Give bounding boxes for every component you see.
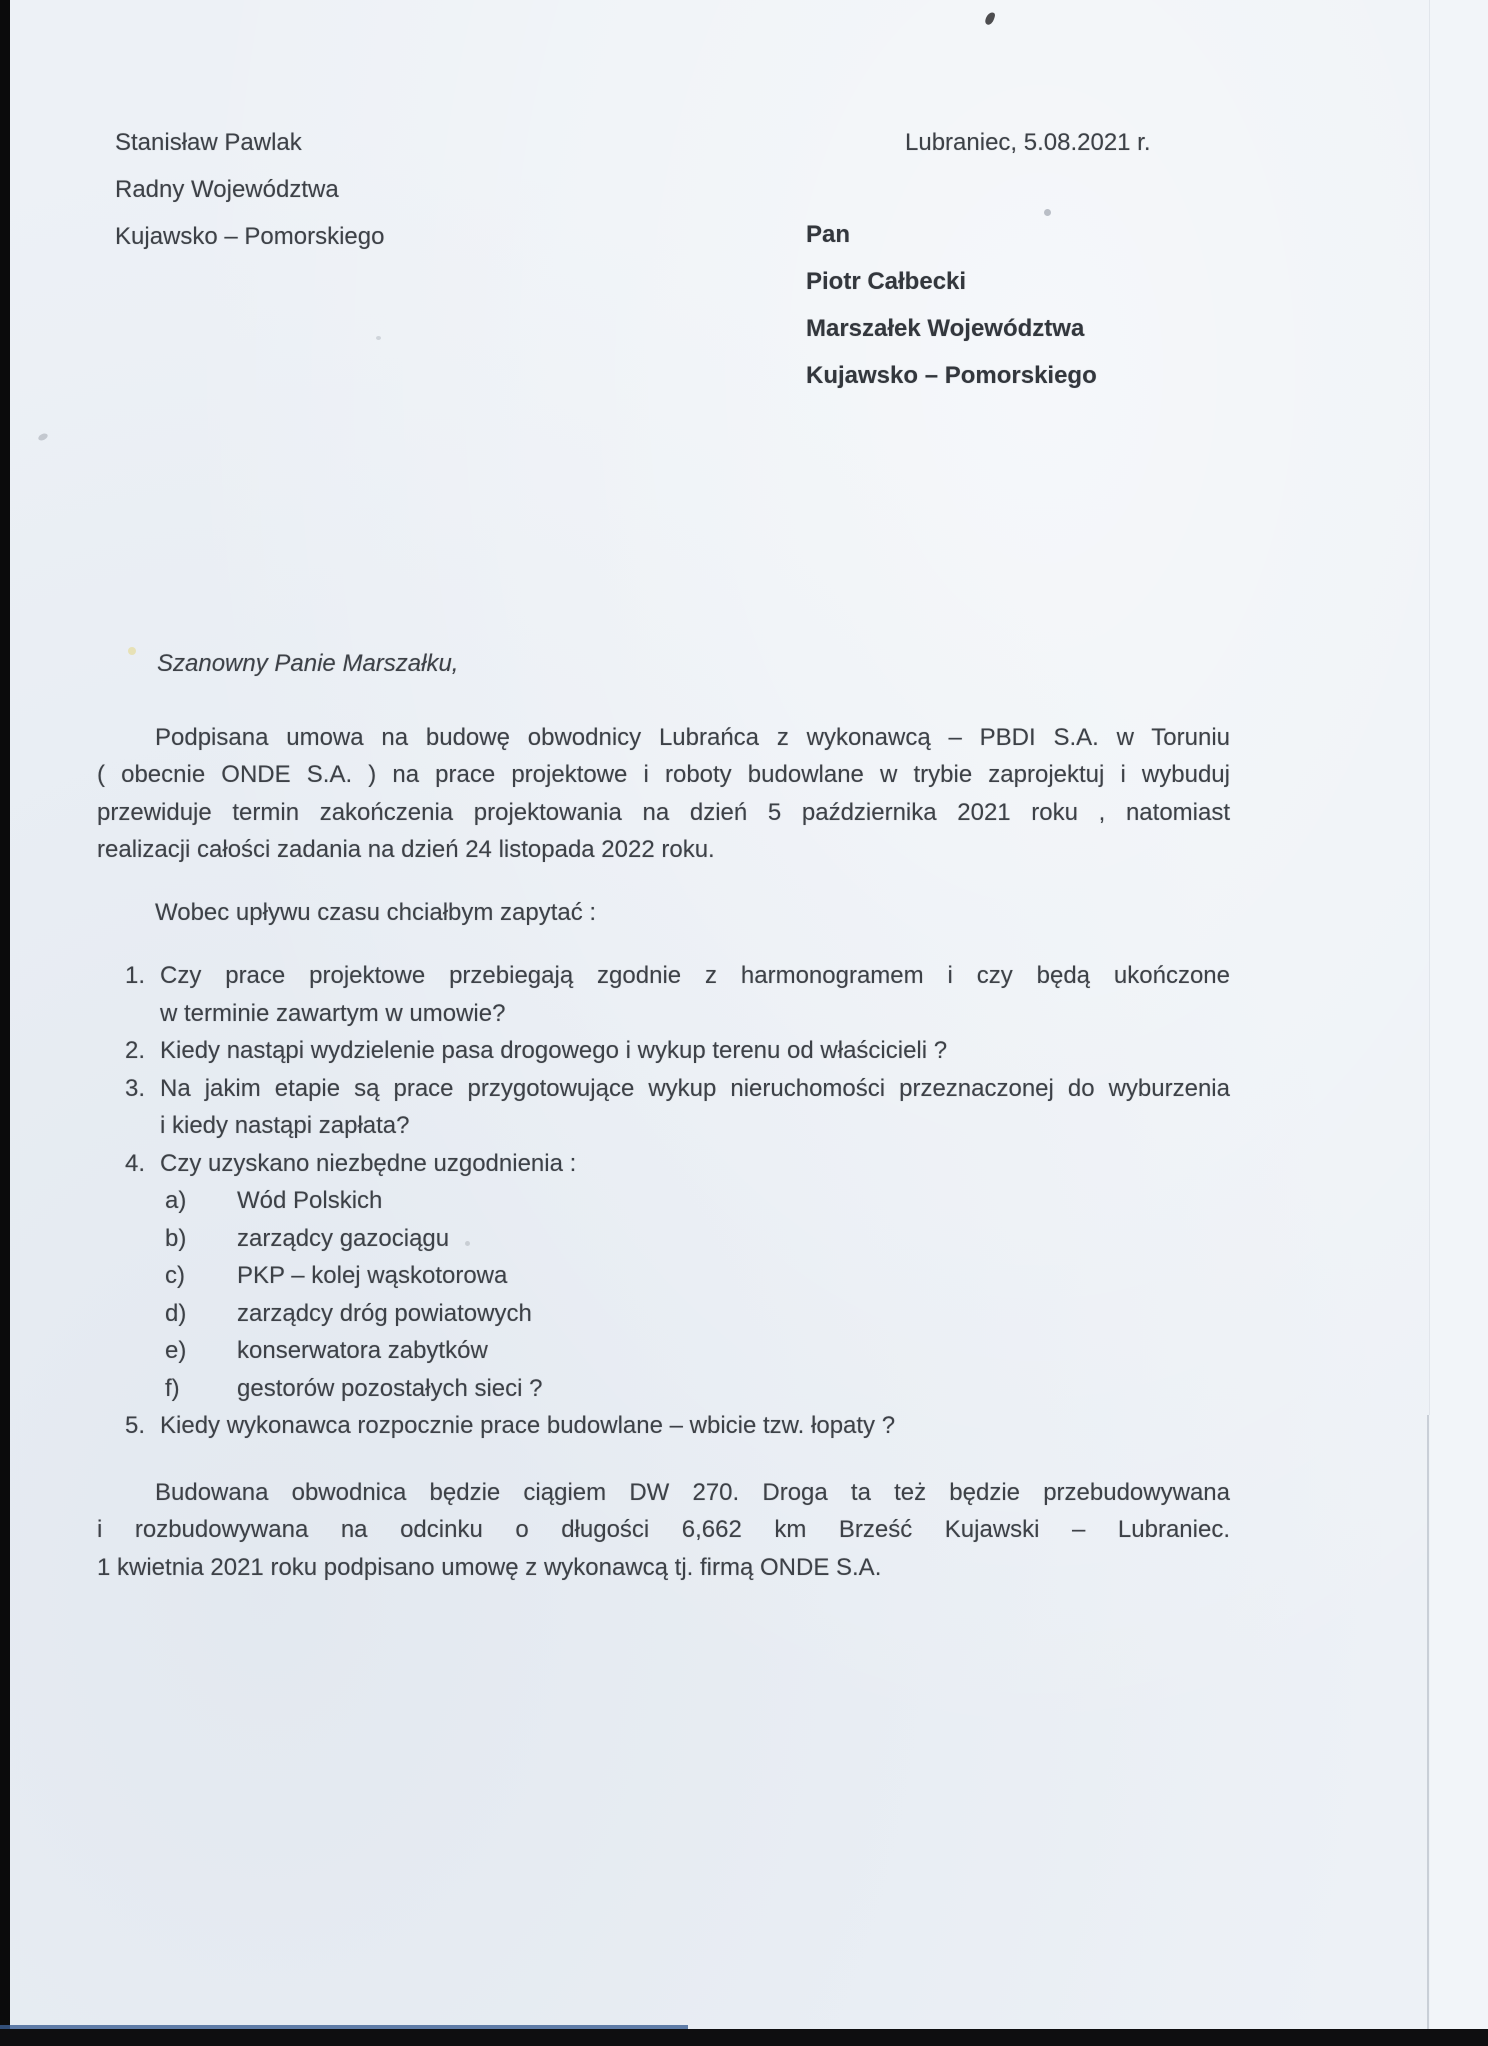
scan-speck [1044,209,1051,216]
sender-block [115,119,384,260]
agreement-marker: b) [165,1224,187,1252]
paragraph-3 [97,1474,1230,1587]
sender-title-line-2: Kujawsko – Pomorskiego [115,223,385,250]
question-line: Czy prace projektowe przebiegają zgodnie z harmonogramem i czy będą ukończone [160,962,1230,989]
question-marker: 3. [125,1074,146,1102]
agreement-text: Wód Polskich [237,1187,383,1214]
question-marker: 2. [125,1037,146,1064]
question-text [160,957,1230,1032]
question-line: Na jakim etapie są prace przygotowujące wykup nieruchomości przeznaczonej do wyburzenia [160,1074,1230,1102]
question-item-5 [97,1407,1230,1445]
page-edge-line [1429,0,1430,1415]
sender-title-line-1: Radny Województwa [115,176,339,203]
date-line: Lubraniec, 5.08.2021 r. [905,129,1151,156]
question-list [97,957,1230,1445]
question-item-3 [97,1070,1230,1145]
scan-speck [465,1241,470,1246]
paragraph-line: przewiduje termin zakończenia projektowania na dzień 5 października 2021 roku , natomiast [97,798,1230,826]
agreement-item-a [97,1182,1230,1220]
agreement-marker: c) [165,1262,185,1289]
recipient-title-line-2: Kujawsko – Pomorskiego [806,362,1097,389]
paragraph-line: Podpisana umowa na budowę obwodnicy Lubrańca z wykonawcą – PBDI S.A. w Toruniu [155,723,1230,751]
recipient-block [806,211,1097,399]
agreement-marker: a) [165,1187,187,1214]
agreement-item-d [97,1295,1230,1333]
recipient-name: Piotr Całbecki [806,268,967,295]
agreement-marker: d) [165,1299,187,1327]
paragraph-line: ( obecnie ONDE S.A. ) na prace projektowe i roboty budowlane w trybie zaprojektuj i wybuduj [97,761,1230,788]
agreement-text: zarządcy dróg powiatowych [237,1299,532,1327]
sender-name: Stanisław Pawlak [115,129,302,156]
recipient-salutation: Pan [806,221,851,248]
question-text [160,1145,1230,1183]
question-text [160,1032,1230,1070]
scan-speck [376,336,381,340]
scan-speck [128,647,136,655]
paragraph-1 [97,719,1230,869]
question-marker: 1. [125,962,146,989]
scan-speck [984,11,996,26]
scan-speck [37,432,49,442]
paragraph-line: 1 kwietnia 2021 roku podpisano umowę z wykonawcą tj. firmą ONDE S.A. [97,1553,882,1581]
question-item-1 [97,957,1230,1032]
agreement-text: PKP – kolej wąskotorowa [237,1262,508,1289]
paragraph-line: Budowana obwodnica będzie ciągiem DW 270. Droga ta też będzie przebudowywana [155,1478,1230,1506]
recipient-title-line-1: Marszałek Województwa [806,315,1085,342]
paragraph-line: realizacji całości zadania na dzień 24 listopada 2022 roku. [97,836,715,863]
question-line: Kiedy wykonawca rozpocznie prace budowlane – wbicie tzw. łopaty ? [160,1412,896,1439]
question-line: i kiedy nastąpi zapłata? [160,1112,410,1139]
paragraph-2: Wobec upływu czasu chciałbym zapytać : [155,898,597,926]
agreement-text: konserwatora zabytków [237,1337,488,1364]
question-text [160,1407,1230,1445]
agreement-text: gestorów pozostałych sieci ? [237,1374,543,1402]
agreement-item-c [97,1257,1230,1295]
question-line: Czy uzyskano niezbędne uzgodnienia : [160,1149,577,1177]
question-item-4 [97,1145,1230,1183]
question-text [160,1070,1230,1145]
page-edge-line [1427,1415,1429,2029]
agreement-text: zarządcy gazociągu [237,1224,450,1252]
question-line: w terminie zawartym w umowie? [160,999,506,1027]
question-line: Kiedy nastąpi wydzielenie pasa drogowego i wykup terenu od właścicieli ? [160,1037,948,1064]
page-right-edge [1430,0,1488,2046]
agreement-marker: e) [165,1337,187,1364]
agreement-marker: f) [165,1374,180,1402]
letter-body [97,645,1230,1586]
question-marker: 5. [125,1412,146,1439]
scanner-edge-left [0,0,10,2046]
agreement-item-e [97,1332,1230,1370]
agreement-item-f [97,1370,1230,1408]
question-item-2 [97,1032,1230,1070]
greeting-line: Szanowny Panie Marszałku, [157,650,459,677]
question-marker: 4. [125,1149,146,1177]
scanner-edge-bottom [0,2029,1488,2046]
agreement-item-b [97,1220,1230,1258]
paragraph-line: i rozbudowywana na odcinku o długości 6,662 km Brześć Kujawski – Lubraniec. [97,1516,1230,1543]
